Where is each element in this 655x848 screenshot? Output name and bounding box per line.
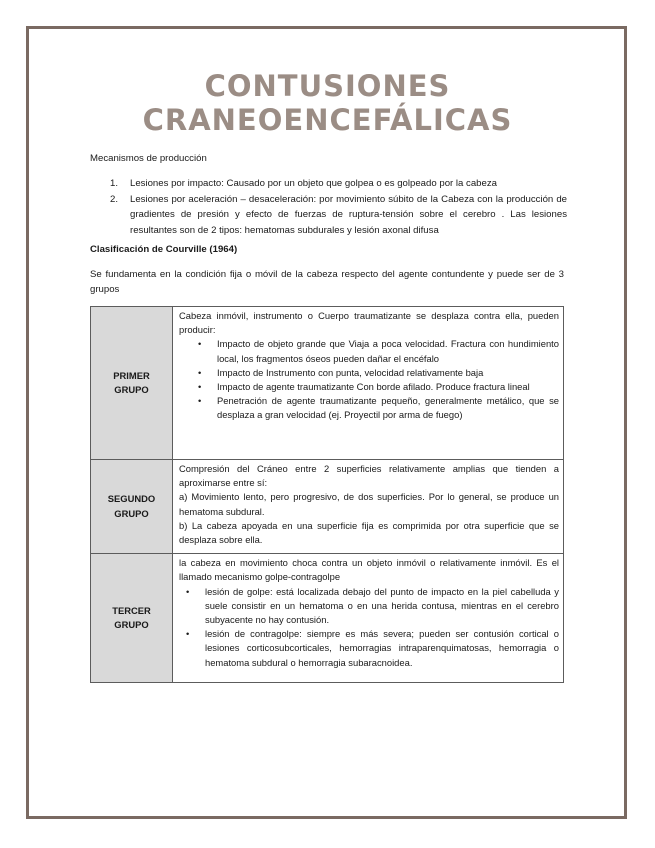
table-row — [91, 460, 564, 554]
list-item: 2. Lesiones por aceleración – desaceleración: por movimiento súbito de la Cabeza con la producción de gradientes de presión y efecto de fuerzas de ruptura-tensión sobre el cerebro . Las lesiones resultantes son de 2 tipos: hematomas subdurales y lesión axonal difusa — [110, 193, 567, 236]
bullet-list — [179, 337, 559, 422]
bullet-icon: • — [186, 628, 190, 640]
bullet-icon: • — [198, 395, 202, 407]
list-item: • Impacto de objeto grande que Viaja a poca velocidad. Fractura con hundimiento local, los fragmentos óseos pueden dañar el encéfalo — [198, 338, 559, 364]
list-item: • Penetración de agente traumatizante pequeño, generalmente metálico, que se desplaza a gran velocidad (ej. Proyectil por arma de fuego) — [198, 395, 559, 421]
bullet-icon: • — [198, 338, 202, 350]
bullet-icon: • — [198, 381, 202, 393]
list-item: • Impacto de Instrumento con punta, velocidad relativamente baja — [179, 366, 559, 380]
page-title-line2: CRANEOENCEFÁLICAS — [142, 103, 513, 137]
group-description: Cabeza inmóvil, instrumento o Cuerpo traumatizante se desplaza contra ella, pueden producir: • Impacto de objeto grande que Viaja a poca velocidad. Fractura con hundimiento local, los fragmentos óseos pueden dañar el encéfalo • Impacto de Instrumento con punta, velocidad relativamente baja • Impacto de agente traumatizante Con borde afilado. Produce fractura lineal • Penetración de agente traumatizante pequeño, generalmente metálico, que se desplaza a gran velocidad (ej. Proyectil por arma de fuego) — [173, 307, 564, 460]
group-description: la cabeza en movimiento choca contra un objeto inmóvil o relativamente inmóvil. Es el llamado mecanismo golpe-contragolpe • lesión de golpe: está localizada debajo del punto de impacto en la piel cabelluda y suele consistir en un hematoma o en una herida contusa, mientras en el cerebro subyacente no hay contusión. • lesión de contragolpe: siempre es más severa; pueden ser contusión cortical o lesiones corticosubcorticales, hemorragias intraparenquimatosas, hemorragia o hematoma subdural o hemorragia subaracnoidea. — [173, 554, 564, 683]
mechanisms-heading: Mecanismos de producción — [90, 153, 207, 164]
list-item: • lesión de golpe: está localizada debajo del punto de impacto en la piel cabelluda y suele consistir en un hematoma o en una herida contusa, mientras en el cerebro subyacente no hay contusión. — [186, 585, 559, 626]
list-item: 1. Lesiones por impacto: Causado por un objeto que golpea o es golpeado por la cabeza — [110, 178, 497, 189]
classification-intro: Se fundamenta en la condición fija o móvil de la cabeza respecto del agente contundente y puede ser de 3 grupos — [90, 269, 564, 295]
bullet-icon: • — [198, 366, 202, 378]
group-label: TERCER GRUPO — [91, 554, 173, 683]
list-item: • lesión de contragolpe: siempre es más severa; pueden ser contusión cortical o lesiones corticosubcorticales, hemorragias intraparenquimatosas, hemorragia o hematoma subdural o hemorragia subaracnoidea. — [186, 628, 559, 668]
groups-table — [90, 306, 564, 683]
group-label: PRIMER GRUPO — [91, 307, 173, 460]
group-description: Compresión del Cráneo entre 2 superficies relativamente amplias que tienden a aproximarse entre sí: a) Movimiento lento, pero progresivo, de dos superficies. Por lo general, se produce un hematoma subdural. b) La cabeza apoyada en una superficie fija es comprimida por otra superficie que se desplaza sobre ella. — [173, 460, 564, 554]
group-label: SEGUNDO GRUPO — [91, 460, 173, 554]
page-title-line1: CONTUSIONES — [204, 69, 451, 103]
mechanisms-list — [110, 176, 567, 238]
list-item: • Impacto de agente traumatizante Con borde afilado. Produce fractura lineal — [179, 380, 559, 394]
table-row — [91, 307, 564, 460]
table-row — [91, 554, 564, 683]
classification-heading: Clasificación de Courville (1964) — [90, 244, 238, 255]
bullet-icon: • — [186, 585, 190, 597]
bullet-list — [179, 585, 559, 670]
